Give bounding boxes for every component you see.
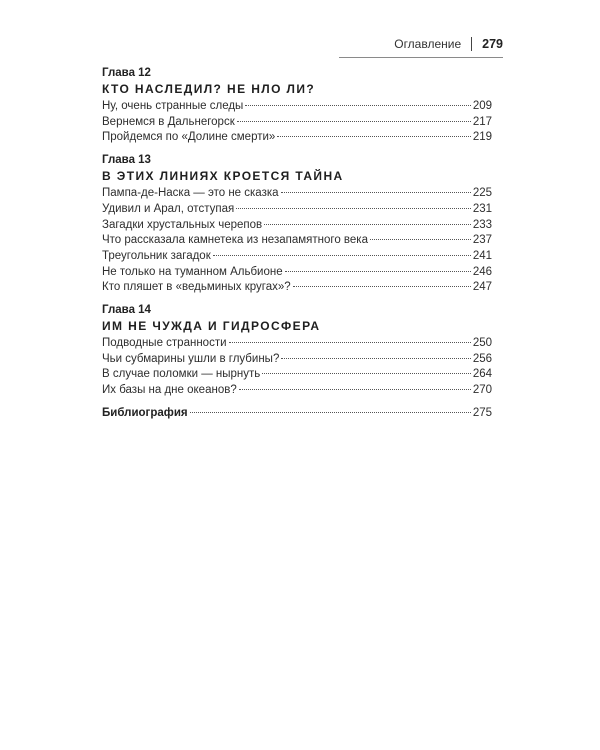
toc-entry[interactable] xyxy=(102,352,492,368)
toc-entry-bibliography[interactable] xyxy=(102,406,492,422)
entry-page: 246 xyxy=(472,265,492,278)
entry-page: 233 xyxy=(472,218,492,231)
entry-title: Подводные странности xyxy=(102,337,227,350)
toc-entry[interactable] xyxy=(102,265,492,281)
toc-entry[interactable] xyxy=(102,233,492,249)
dot-leader xyxy=(236,208,471,209)
toc-entry[interactable] xyxy=(102,115,492,131)
entry-page: 219 xyxy=(472,131,492,144)
dot-leader xyxy=(239,389,471,390)
table-of-contents xyxy=(102,66,492,422)
dot-leader xyxy=(245,105,471,106)
dot-leader xyxy=(264,224,471,225)
dot-leader xyxy=(281,192,471,193)
entry-title: Что рассказала камнетека из незапамятного века xyxy=(102,234,368,247)
entry-title: В случае поломки — нырнуть xyxy=(102,368,261,381)
entry-title: Ну, очень странные следы xyxy=(102,100,244,112)
toc-entry[interactable] xyxy=(102,202,492,218)
dot-leader xyxy=(237,121,471,122)
entry-title: Загадки хрустальных черепов xyxy=(102,218,263,231)
dot-leader xyxy=(213,255,471,256)
chapter-12 xyxy=(102,66,492,146)
dot-leader xyxy=(277,136,471,137)
entry-page: 209 xyxy=(472,100,492,112)
chapter-14 xyxy=(102,303,492,399)
toc-entry[interactable] xyxy=(102,383,492,399)
chapter-title: В ЭТИХ ЛИНИЯХ КРОЕТСЯ ТАЙНА xyxy=(102,169,344,184)
header-separator xyxy=(471,37,472,51)
toc-entry[interactable] xyxy=(102,367,492,383)
entry-page: 256 xyxy=(472,352,492,365)
header-section-title: Оглавление xyxy=(394,37,462,51)
entry-page: 231 xyxy=(472,202,492,215)
entry-title: Пампа-де-Наска — это не сказка xyxy=(102,187,279,200)
entry-page: 247 xyxy=(472,281,492,294)
toc-entry[interactable] xyxy=(102,130,492,146)
bibliography-title: Библиография xyxy=(102,406,188,419)
chapter-title: КТО НАСЛЕДИЛ? НЕ НЛО ЛИ? xyxy=(102,82,316,96)
dot-leader xyxy=(190,412,471,413)
chapter-label: Глава 13 xyxy=(102,154,151,167)
running-header xyxy=(394,37,503,51)
entry-title: Чьи субмарины ушли в глубины? xyxy=(102,352,280,365)
entry-title: Кто пляшет в «ведьминых кругах»? xyxy=(102,281,291,294)
entry-title: Удивил и Арал, отступая xyxy=(102,202,235,215)
entry-title: Вернемся в Дальнегорск xyxy=(102,115,235,128)
chapter-title: ИМ НЕ ЧУЖДА И ГИДРОСФЕРА xyxy=(102,319,321,334)
dot-leader xyxy=(262,373,471,374)
entry-page: 217 xyxy=(472,115,492,128)
entry-page: 250 xyxy=(472,337,492,350)
chapter-label: Глава 12 xyxy=(102,67,151,79)
entry-title: Треугольник загадок xyxy=(102,249,211,262)
entry-title: Пройдемся по «Долине смерти» xyxy=(102,131,276,144)
entry-page: 270 xyxy=(472,384,492,397)
toc-entry[interactable] xyxy=(102,336,492,352)
toc-entry[interactable] xyxy=(102,280,492,296)
toc-entry[interactable] xyxy=(102,99,492,115)
dot-leader xyxy=(293,286,471,287)
entry-title: Не только на туманном Альбионе xyxy=(102,265,283,278)
dot-leader xyxy=(285,271,471,272)
entry-page: 241 xyxy=(472,249,492,262)
entry-title: Их базы на дне океанов? xyxy=(102,384,237,397)
chapter-13 xyxy=(102,153,492,296)
toc-entry[interactable] xyxy=(102,186,492,202)
toc-entry[interactable] xyxy=(102,218,492,234)
toc-entry[interactable] xyxy=(102,249,492,265)
dot-leader xyxy=(370,239,471,240)
dot-leader xyxy=(229,342,471,343)
entry-page: 225 xyxy=(472,187,492,200)
header-rule xyxy=(339,57,503,58)
entry-page: 237 xyxy=(472,234,492,247)
header-page-number: 279 xyxy=(482,37,503,51)
entry-page: 264 xyxy=(472,368,492,381)
bibliography-page: 275 xyxy=(472,406,492,419)
dot-leader xyxy=(281,358,470,359)
chapter-label: Глава 14 xyxy=(102,304,151,317)
